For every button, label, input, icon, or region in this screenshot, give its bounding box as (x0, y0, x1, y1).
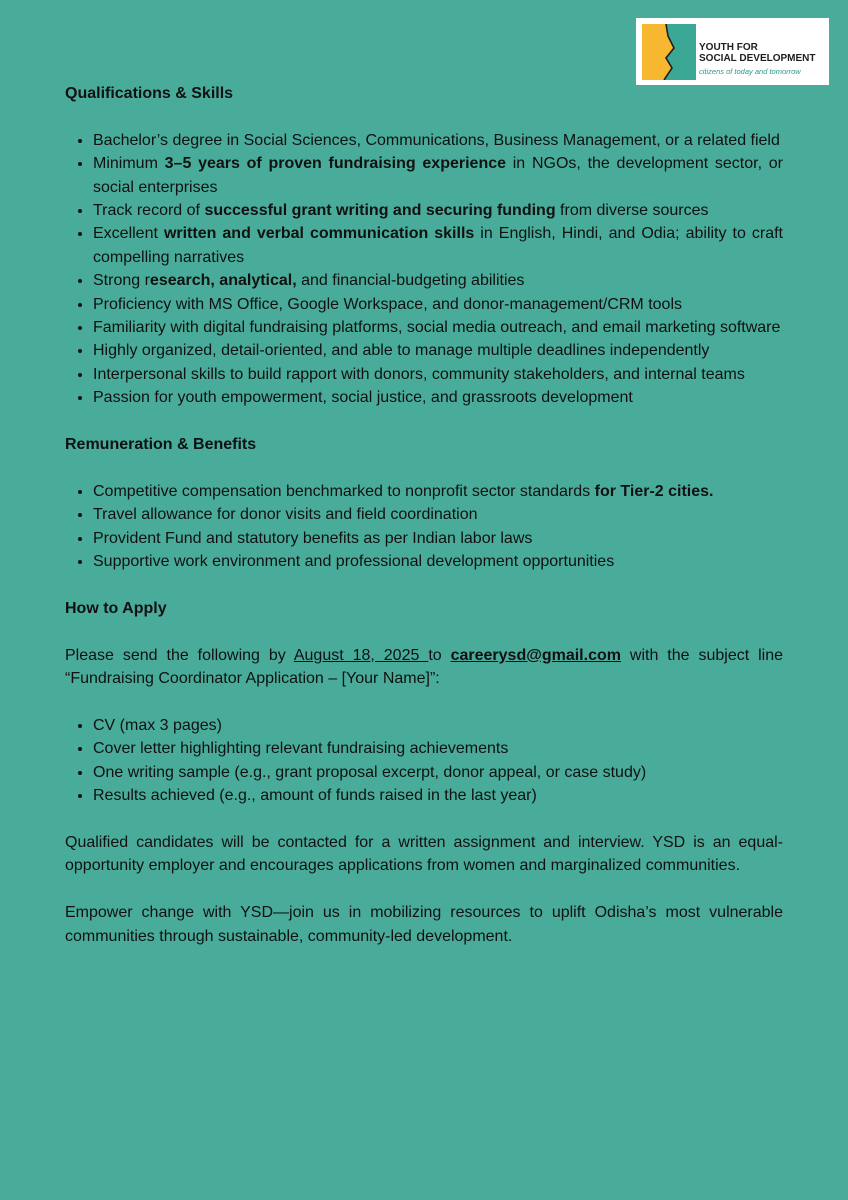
list-item-pre-text: Interpersonal skills to build rapport with donors, community stakeholders, and internal teams (93, 365, 745, 383)
list-item-bold-text: successful grant writing and securing funding (204, 202, 556, 220)
list-item (93, 480, 783, 503)
list-item (93, 129, 783, 152)
list-item (93, 503, 783, 526)
list-item-pre-text: Minimum (93, 155, 165, 173)
list-item-pre-text: Travel allowance for donor visits and field coordination (93, 506, 478, 524)
document-body (65, 82, 783, 948)
list-item-pre-text: Familiarity with digital fundraising platforms, social media outreach, and email marketing software (93, 319, 781, 337)
list-item (93, 222, 783, 269)
remuneration-list (65, 480, 783, 574)
list-item: • Results achieved (e.g., amount of funds raised in the last year) (93, 784, 783, 807)
list-item (93, 363, 783, 386)
list-item-pre-text: Competitive compensation benchmarked to nonprofit sector standards (93, 482, 595, 500)
list-item-pre-text: Track record of (93, 202, 205, 220)
list-item (93, 550, 783, 573)
list-item (93, 339, 783, 362)
list-item-pre-text: Proficiency with MS Office, Google Workspace, and donor-management/CRM tools (93, 295, 682, 313)
ysd-logo (636, 18, 829, 85)
apply-instructions (65, 644, 783, 691)
list-item (93, 293, 783, 316)
list-item-post-text: and financial-budgeting abilities (296, 272, 525, 290)
closing-paragraph-2: Empower change with YSD—join us in mobilizing resources to uplift Odisha’s most vulnerable communities through sustainable, community-led development. (65, 904, 783, 945)
list-item-pre-text: Excellent (93, 225, 164, 243)
list-item-pre-text: Bachelor’s degree in Social Sciences, Communications, Business Management, or a related field (93, 131, 780, 149)
list-item-post-text: from diverse sources (555, 202, 709, 220)
qualifications-list (65, 129, 783, 410)
list-item (93, 316, 783, 339)
list-item: • CV (max 3 pages) (93, 714, 783, 737)
list-item (93, 269, 783, 292)
list-item-pre-text: Provident Fund and statutory benefits as per Indian labor laws (93, 529, 533, 547)
list-item-post-text: in NGOs, the development sector, or social enterprises (93, 155, 784, 196)
list-item: • Cover letter highlighting relevant fundraising achievements (93, 737, 783, 760)
qualifications-heading: Qualifications & Skills (65, 85, 234, 102)
list-item-pre-text: Highly organized, detail-oriented, and able to manage multiple deadlines independently (93, 342, 710, 360)
deadline-date: August 18, 2025 (293, 646, 429, 664)
logo-text-line1: YOUTH FOR (699, 42, 758, 53)
list-item-bold-text: 3–5 years of proven fundraising experience (164, 155, 507, 173)
ysd-logo-mark-icon (642, 24, 696, 80)
apply-heading: How to Apply (65, 599, 167, 617)
list-item (93, 386, 783, 409)
list-item-pre-text: Passion for youth empowerment, social justice, and grassroots development (93, 389, 633, 407)
list-item-bold-text: for Tier-2 cities. (594, 482, 714, 500)
logo-text-line2: SOCIAL DEVELOPMENT (699, 53, 816, 64)
list-item: • One writing sample (e.g., grant proposal excerpt, donor appeal, or case study) (93, 761, 783, 784)
list-item-post-text: in English, Hindi, and Odia; ability to craft compelling narratives (93, 225, 783, 266)
apply-intro-post: with the subject line “Fundraising Coordinator Application – [Your Name]”: (65, 646, 784, 688)
list-item-pre-text: Strong r (93, 272, 150, 290)
remuneration-heading: Remuneration & Benefits (65, 436, 257, 454)
apply-materials-list (65, 714, 783, 808)
list-item-bold-text: esearch, analytical, (149, 272, 297, 290)
list-item (93, 199, 783, 222)
list-item-bold-text: written and verbal communication skills (163, 225, 475, 243)
list-item-pre-text: Supportive work environment and professional development opportunities (93, 553, 615, 571)
email-link[interactable]: careerysd@gmail.com (450, 646, 621, 664)
apply-intro-text: Please send the following by (65, 646, 294, 664)
logo-tagline: citizens of today and tomorrow (699, 67, 801, 76)
list-item (93, 152, 783, 199)
apply-intro-mid: to (428, 646, 451, 664)
closing-paragraph-1: Qualified candidates will be contacted for a written assignment and interview. YSD is an equal-opportunity employer and encourages applications from women and marginalized communities. (65, 833, 783, 875)
list-item (93, 527, 783, 550)
